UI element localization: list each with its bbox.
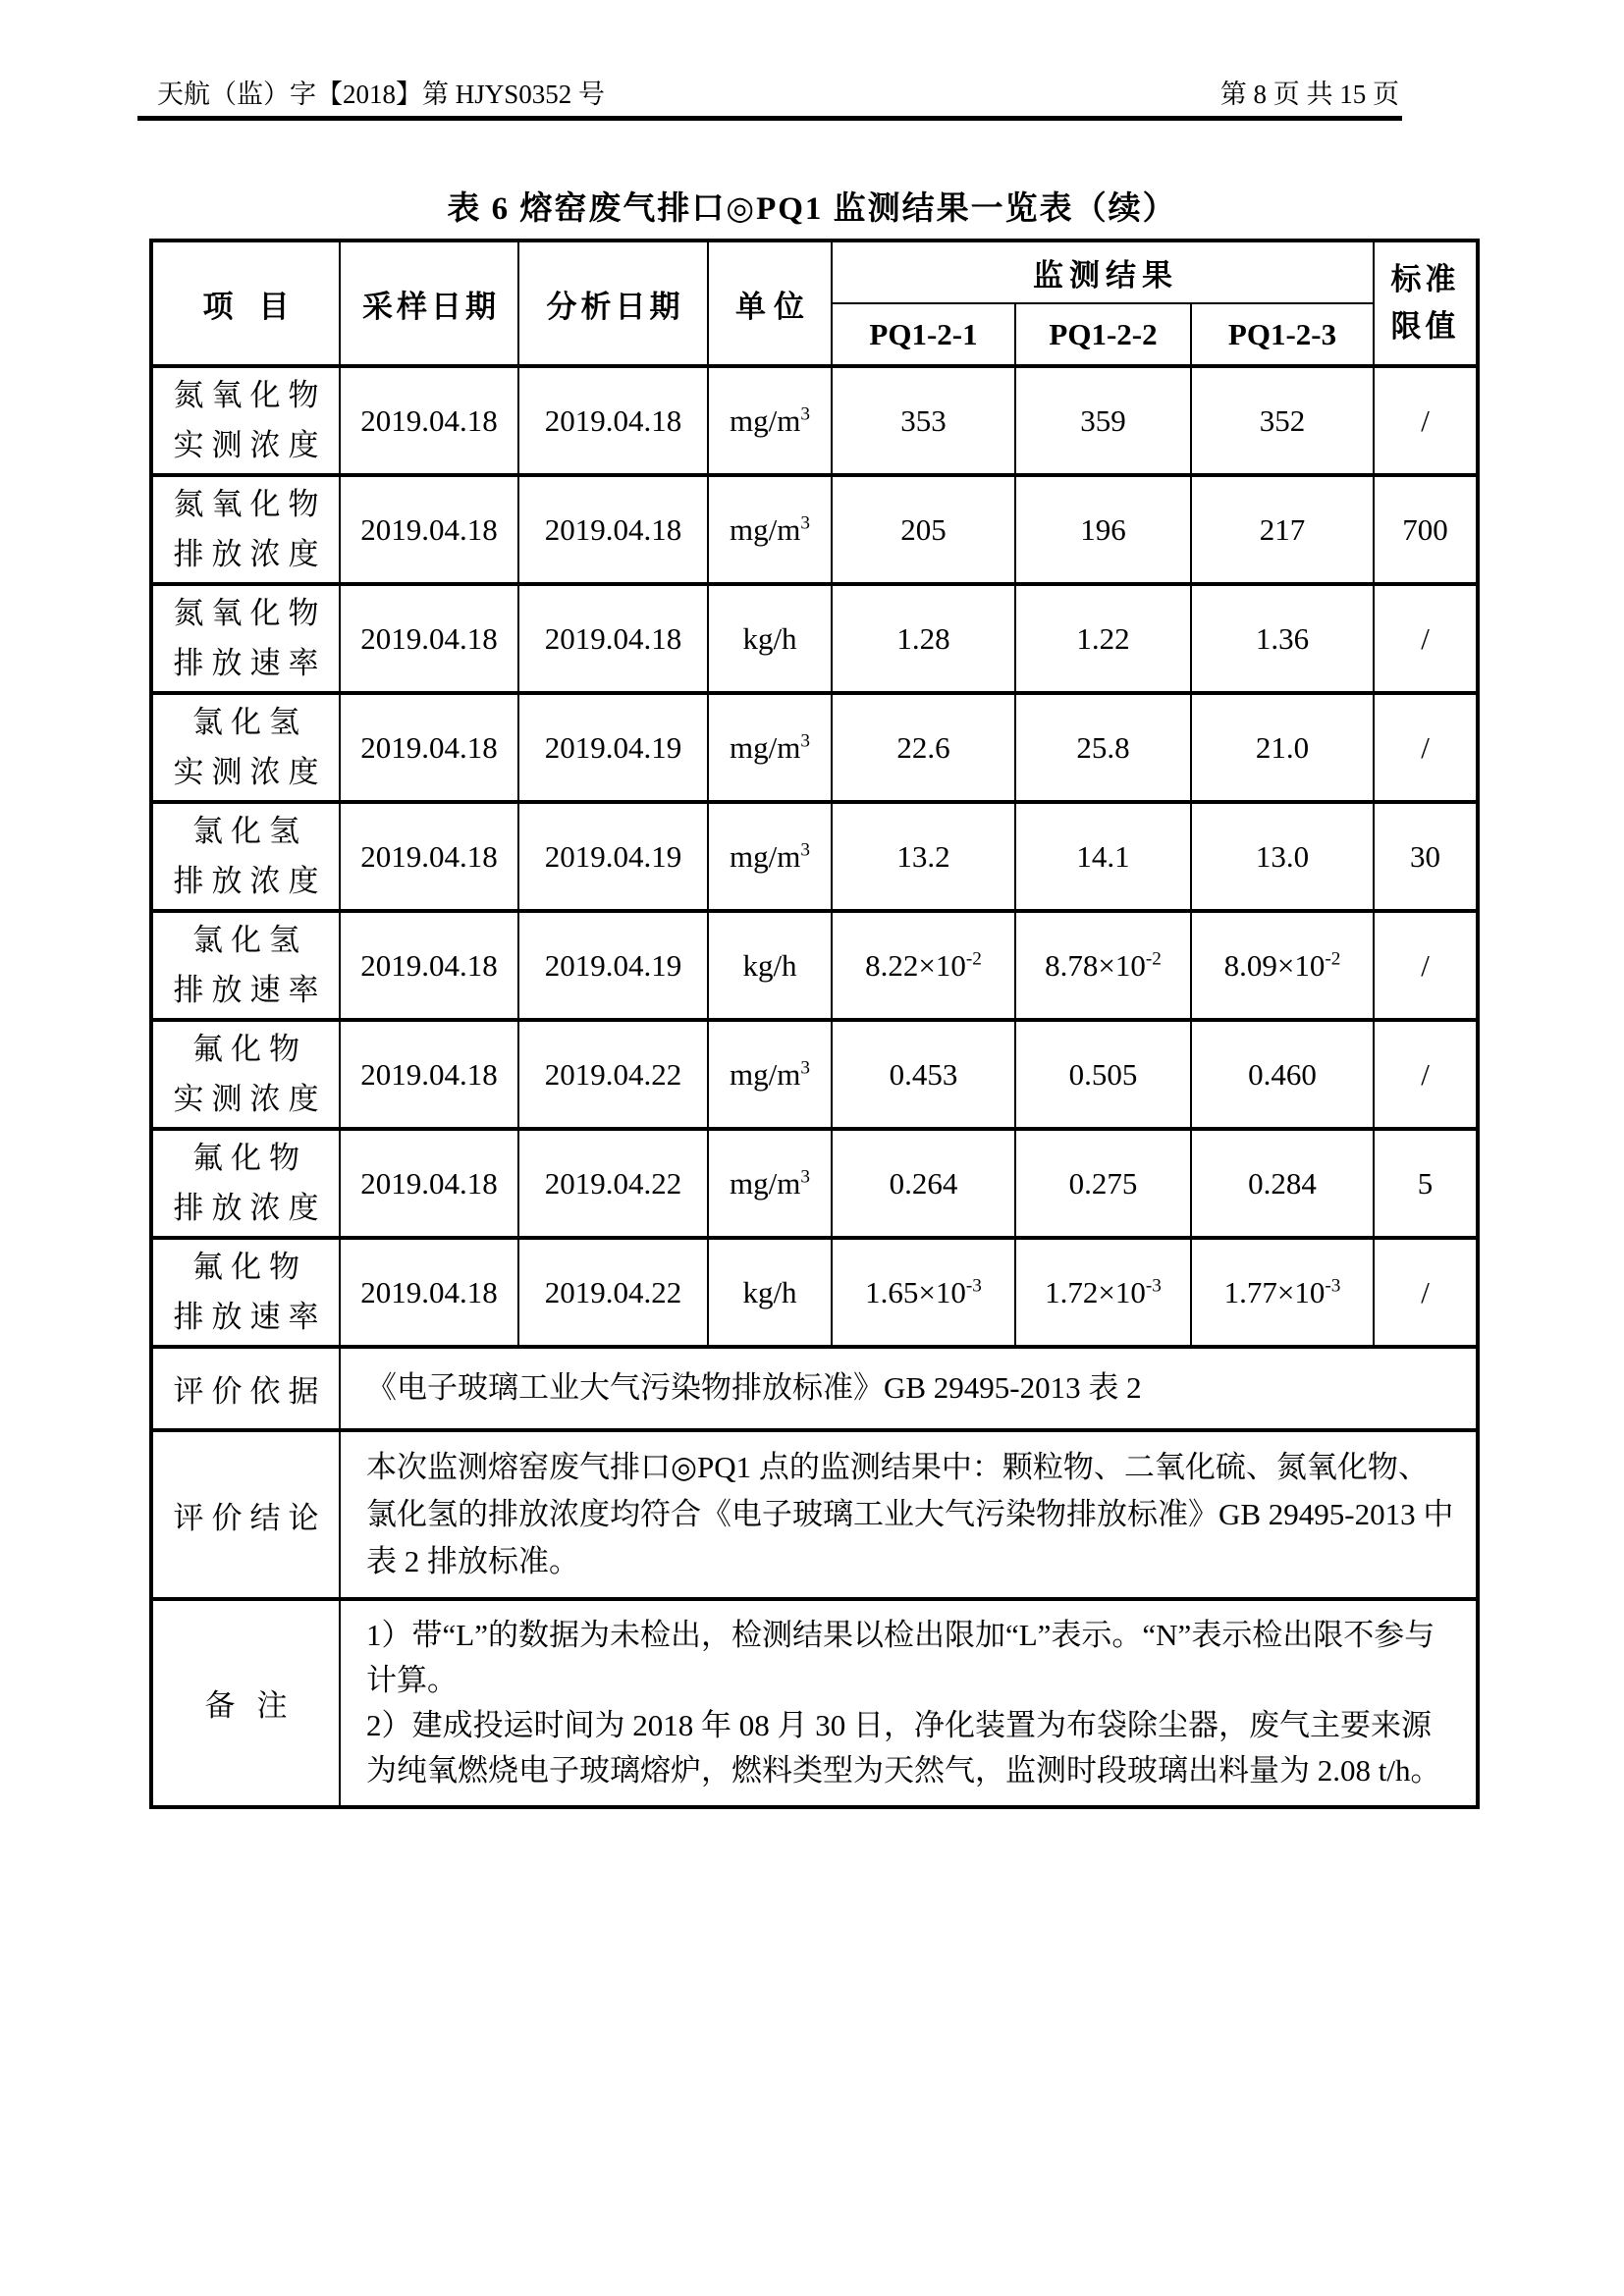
result-value-cell: 217	[1191, 475, 1374, 584]
sampling-date-cell: 2019.04.18	[340, 475, 518, 584]
result-value-cell: 0.460	[1191, 1020, 1374, 1129]
limit-value-cell: 700	[1374, 475, 1478, 584]
unit-cell: $mg/m^3$	[708, 475, 832, 584]
analysis-date-cell: 2019.04.19	[518, 802, 708, 911]
limit-value-cell: /	[1374, 584, 1478, 693]
evaluation-basis-row	[151, 1347, 1478, 1430]
limit-value-cell: /	[1374, 911, 1478, 1020]
unit-cell: $mg/m^3$	[708, 802, 832, 911]
evaluation-basis-label: 评价依据	[151, 1347, 340, 1430]
analysis-date-cell: 2019.04.18	[518, 584, 708, 693]
data-row	[151, 1129, 1478, 1238]
item-cell	[151, 1020, 340, 1129]
page-running-header	[157, 79, 1399, 110]
column-header-pq1-2-1: PQ1-2-1	[832, 303, 1015, 366]
remarks-content	[340, 1599, 1478, 1807]
result-value-cell: 205	[832, 475, 1015, 584]
table-title: 表 6 熔窑废气排口◎PQ1 监测结果一览表（续）	[447, 191, 1177, 227]
result-value-cell: 353	[832, 366, 1015, 475]
result-value-cell: 1.22	[1015, 584, 1191, 693]
result-value-cell: $1.65\times 10^{-3}$	[832, 1238, 1015, 1347]
limit-value-cell: /	[1374, 1238, 1478, 1347]
item-line: 实测浓度	[173, 754, 327, 789]
column-header-unit: 单位	[708, 240, 832, 366]
unit-cell: kg/h	[708, 911, 832, 1020]
result-value-cell: $8.78\times 10^{-2}$	[1015, 911, 1191, 1020]
item-line: 氮氧化物	[173, 487, 327, 522]
item-line: 实测浓度	[173, 427, 327, 462]
data-row	[151, 802, 1478, 911]
sampling-date-cell: 2019.04.18	[340, 1129, 518, 1238]
limit-value-cell: /	[1374, 693, 1478, 802]
result-value-cell: $8.22\times 10^{-2}$	[832, 911, 1015, 1020]
item-cell	[151, 911, 340, 1020]
item-line: 氯化氢	[192, 814, 307, 849]
sampling-date-cell: 2019.04.18	[340, 911, 518, 1020]
unit-cell: $mg/m^3$	[708, 1129, 832, 1238]
result-value-cell: 359	[1015, 366, 1191, 475]
analysis-date-cell: 2019.04.19	[518, 911, 708, 1020]
analysis-date-cell: 2019.04.18	[518, 475, 708, 584]
result-value-cell: 0.275	[1015, 1129, 1191, 1238]
result-value-cell: $8.09\times 10^{-2}$	[1191, 911, 1374, 1020]
column-header-limit: 标准限值	[1374, 240, 1478, 366]
item-cell	[151, 584, 340, 693]
item-cell	[151, 475, 340, 584]
unit-cell: kg/h	[708, 584, 832, 693]
result-value-cell: 352	[1191, 366, 1374, 475]
limit-value-cell: /	[1374, 1020, 1478, 1129]
unit-cell: $mg/m^3$	[708, 366, 832, 475]
analysis-date-cell: 2019.04.18	[518, 366, 708, 475]
unit-cell: $mg/m^3$	[708, 1020, 832, 1129]
item-line: 排放速率	[173, 972, 327, 1007]
result-value-cell: 196	[1015, 475, 1191, 584]
result-value-cell: 0.505	[1015, 1020, 1191, 1129]
sampling-date-cell: 2019.04.18	[340, 1020, 518, 1129]
result-value-cell: 0.284	[1191, 1129, 1374, 1238]
item-line: 排放浓度	[173, 536, 327, 571]
evaluation-conclusion-label: 评价结论	[151, 1430, 340, 1599]
analysis-date-cell: 2019.04.19	[518, 693, 708, 802]
data-row	[151, 1238, 1478, 1347]
table-body	[151, 366, 1478, 1347]
doc-number: 天航（监）字【2018】第 HJYS0352 号	[157, 80, 606, 109]
evaluation-conclusion-row	[151, 1430, 1478, 1599]
unit-cell: $mg/m^3$	[708, 693, 832, 802]
monitoring-results-table	[149, 239, 1480, 1809]
column-header-sampling-date: 采样日期	[340, 240, 518, 366]
evaluation-basis-content: 《电子玻璃工业大气污染物排放标准》GB 29495-2013 表 2	[340, 1347, 1478, 1430]
item-line: 氮氧化物	[173, 378, 327, 413]
result-value-cell: 14.1	[1015, 802, 1191, 911]
item-line: 氯化氢	[192, 923, 307, 958]
data-row	[151, 584, 1478, 693]
column-header-pq1-2-2: PQ1-2-2	[1015, 303, 1191, 366]
header-rule	[137, 116, 1402, 121]
page-indicator: 第 8 页 共 15 页	[1219, 80, 1399, 109]
item-cell	[151, 366, 340, 475]
remarks-label: 备注	[151, 1599, 340, 1807]
item-cell	[151, 802, 340, 911]
sampling-date-cell: 2019.04.18	[340, 1238, 518, 1347]
remarks-row	[151, 1599, 1478, 1807]
header-row-1	[151, 240, 1478, 303]
item-line: 氯化氢	[192, 705, 307, 740]
item-line: 排放浓度	[173, 1190, 327, 1225]
item-cell	[151, 693, 340, 802]
limit-value-cell: 30	[1374, 802, 1478, 911]
result-value-cell: $1.77\times 10^{-3}$	[1191, 1238, 1374, 1347]
data-row	[151, 366, 1478, 475]
remark-line-1: 1）带“L”的数据为未检出，检测结果以检出限加“L”表示。“N”表示检出限不参与计算。	[366, 1618, 1435, 1698]
sampling-date-cell: 2019.04.18	[340, 802, 518, 911]
item-line: 实测浓度	[173, 1081, 327, 1116]
result-value-cell: 13.2	[832, 802, 1015, 911]
column-header-analysis-date: 分析日期	[518, 240, 708, 366]
table-footer-rows	[151, 1347, 1478, 1807]
sampling-date-cell: 2019.04.18	[340, 584, 518, 693]
result-value-cell: 0.453	[832, 1020, 1015, 1129]
item-cell	[151, 1129, 340, 1238]
result-value-cell: 0.264	[832, 1129, 1015, 1238]
result-value-cell: 13.0	[1191, 802, 1374, 911]
item-cell	[151, 1238, 340, 1347]
result-value-cell: 21.0	[1191, 693, 1374, 802]
analysis-date-cell: 2019.04.22	[518, 1129, 708, 1238]
remark-line-2: 2）建成投运时间为 2018 年 08 月 30 日，净化装置为布袋除尘器，废气主要来源为纯氧燃烧电子玻璃熔炉，燃料类型为天然气，监测时段玻璃出料量为 2.08 t/h。	[366, 1707, 1441, 1788]
column-group-header-results: 监测结果	[832, 240, 1374, 303]
analysis-date-cell: 2019.04.22	[518, 1020, 708, 1129]
item-line: 氮氧化物	[173, 596, 327, 631]
item-line: 氟化物	[192, 1141, 307, 1176]
result-value-cell: 1.36	[1191, 584, 1374, 693]
result-value-cell: 25.8	[1015, 693, 1191, 802]
sampling-date-cell: 2019.04.18	[340, 366, 518, 475]
column-header-pq1-2-3: PQ1-2-3	[1191, 303, 1374, 366]
result-value-cell: $1.72\times 10^{-3}$	[1015, 1238, 1191, 1347]
result-value-cell: 1.28	[832, 584, 1015, 693]
data-row	[151, 1020, 1478, 1129]
data-row	[151, 693, 1478, 802]
evaluation-conclusion-content: 本次监测熔窑废气排口◎PQ1 点的监测结果中：颗粒物、二氧化硫、氮氧化物、氯化氢的排放浓度均符合《电子玻璃工业大气污染物排放标准》GB 29495-2013 中表 2 排放标准。	[340, 1430, 1478, 1599]
sampling-date-cell: 2019.04.18	[340, 693, 518, 802]
item-line: 氟化物	[192, 1032, 307, 1067]
item-line: 氟化物	[192, 1250, 307, 1285]
data-row	[151, 911, 1478, 1020]
limit-value-cell: /	[1374, 366, 1478, 475]
item-line: 排放浓度	[173, 863, 327, 898]
item-line: 排放速率	[173, 1299, 327, 1334]
item-line: 排放速率	[173, 645, 327, 680]
unit-cell: kg/h	[708, 1238, 832, 1347]
table-head	[151, 240, 1478, 366]
limit-value-cell: 5	[1374, 1129, 1478, 1238]
data-row	[151, 475, 1478, 584]
column-header-item: 项目	[151, 240, 340, 366]
analysis-date-cell: 2019.04.22	[518, 1238, 708, 1347]
result-value-cell: 22.6	[832, 693, 1015, 802]
